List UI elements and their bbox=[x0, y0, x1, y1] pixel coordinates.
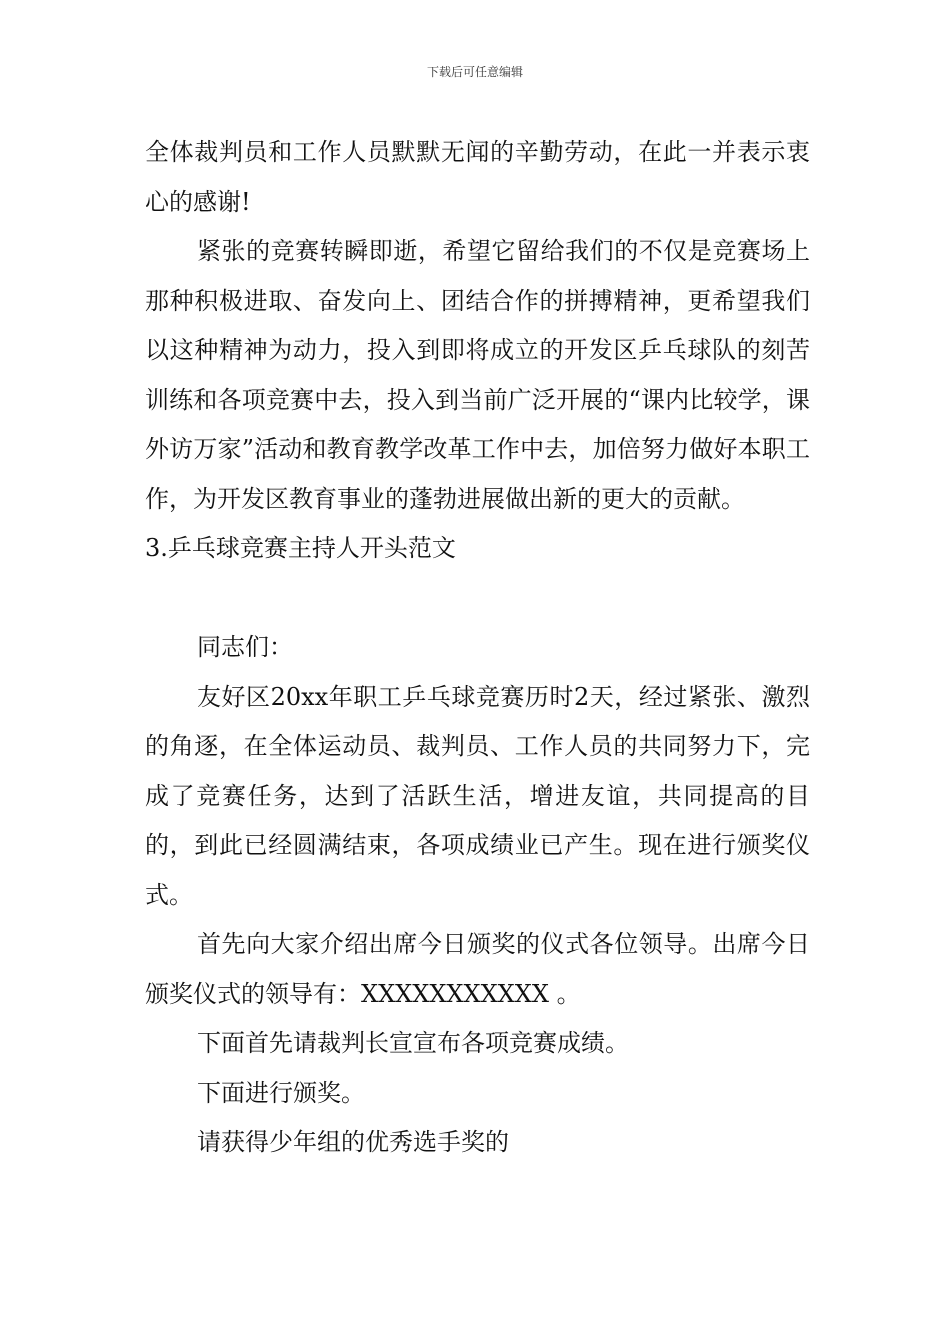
section-heading: 3.乒乓球竞赛主持人开头范文 bbox=[145, 534, 456, 562]
spacer bbox=[145, 574, 810, 624]
paragraph-competition-summary: 友好区20xx年职工乒乓球竞赛历时2天，经过紧张、激烈的角逐，在全体运动员、裁判员、工作人员的共同努力下，完成了竞赛任务，达到了活跃生活，增进友谊，共同提高的目的，到此已经圆满结束，各项成绩业已产生。现在进行颁奖仪式。 bbox=[145, 682, 810, 909]
paragraph-award-start: 下面进行颁奖。 bbox=[197, 1078, 365, 1107]
paragraph-hope: 紧张的竞赛转瞬即逝，希望它留给我们的不仅是竞赛场上那种积极进取、奋发向上、团结合作的拼搏精神，更希望我们以这种精神为动力，投入到即将成立的开发区乒乓球队的刻苦训练和各项竞赛中去，投入到当前广泛开展的“课内比较学，课外访万家”活动和教育教学改革工作中去，加倍努力做好本职工作，为开发区教育事业的蓬勃进展做出新的更大的贡献。 bbox=[145, 237, 810, 513]
paragraph-announce-results: 下面首先请裁判长宣宣布各项竞赛成绩。 bbox=[197, 1029, 629, 1057]
paragraph-youth-award: 请获得少年组的优秀选手奖的 bbox=[197, 1128, 509, 1156]
paragraph-leaders-intro: 首先向大家介绍出席今日颁奖的仪式各位领导。出席今日颁奖仪式的领导有：XXXXXXXXXXX 。 bbox=[145, 930, 810, 1008]
page-header: 下载后可任意编辑 bbox=[426, 65, 523, 79]
document-body bbox=[145, 128, 810, 1168]
paragraph-thanks: 全体裁判员和工作人员默默无闻的辛勤劳动，在此一并表示衷心的感谢! bbox=[145, 138, 810, 216]
paragraph-greeting: 同志们： bbox=[197, 633, 293, 661]
